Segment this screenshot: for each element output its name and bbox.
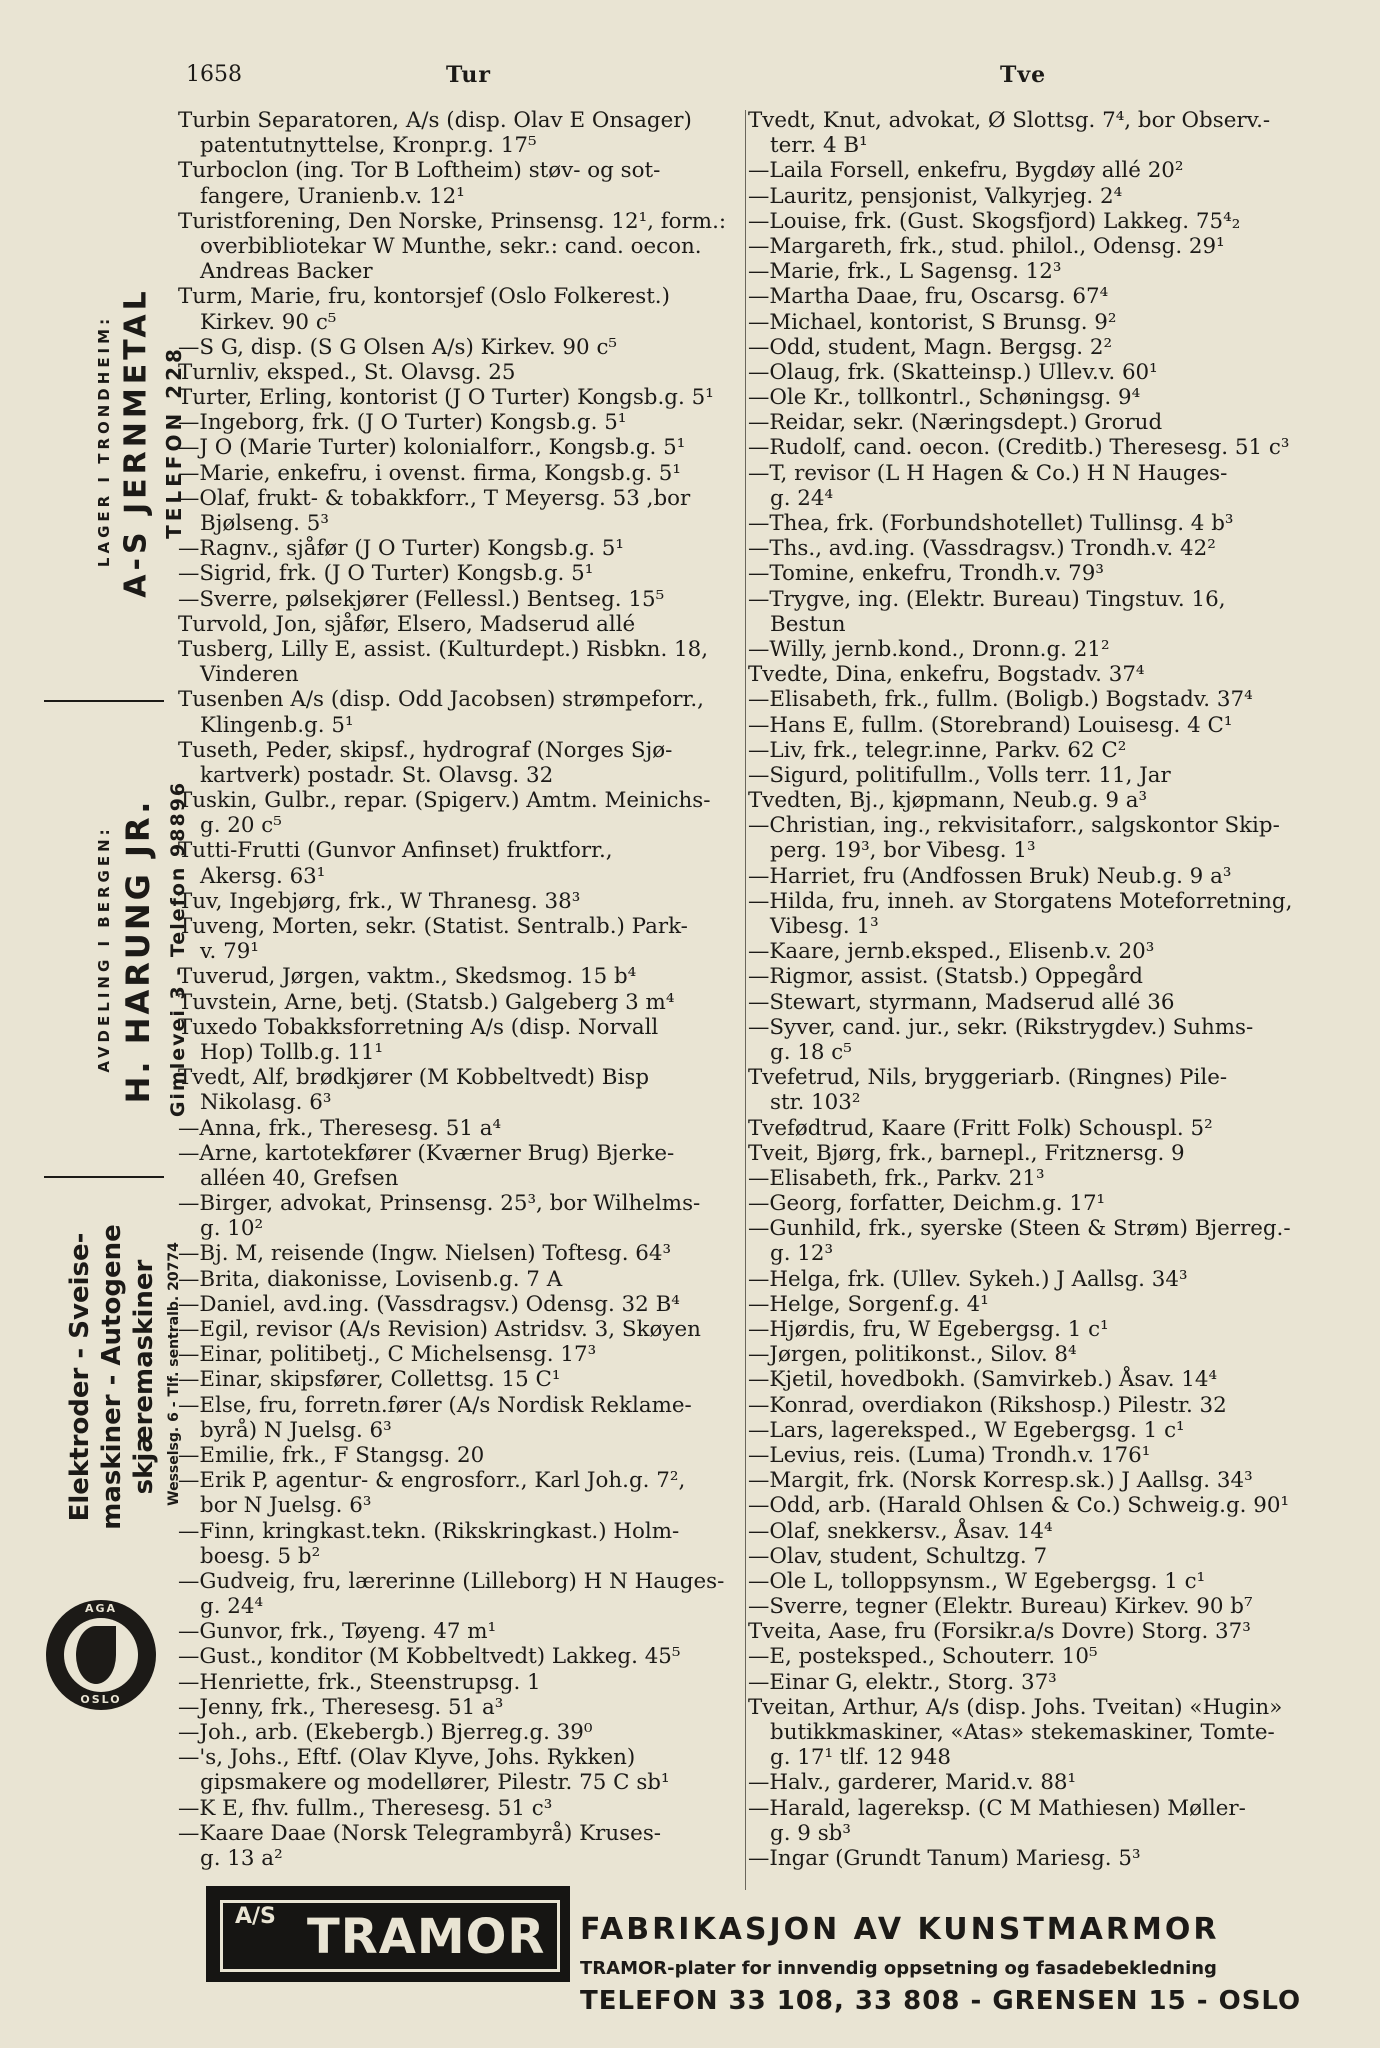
directory-entry-line: —Gust., konditor (M Kobbeltvedt) Lakkeg. 45⁵ [178, 1644, 681, 1670]
ad-jernmetal-line1: LAGER I TRONDHEIM: [95, 314, 113, 568]
directory-entry-line: —Michael, kontorist, S Brunsg. 9² [748, 309, 1117, 335]
directory-entry-line: —Odd, arb. (Harald Ohlsen & Co.) Schweig.g. 90¹ [748, 1493, 1290, 1519]
directory-entry-line: —Arne, kartotekfører (Kværner Brug) Bjerke- [178, 1140, 675, 1166]
directory-entry-line: —Kaare Daae (Norsk Telegrambyrå) Kruses- [178, 1820, 662, 1846]
ad-aga-line3: skjæremaskiner [129, 1259, 159, 1495]
directory-entry-line: —Hilda, fru, inneh. av Storgatens Moteforretning, [748, 888, 1293, 914]
directory-entry-line: —Trygve, ing. (Elektr. Bureau) Tingstuv. 16, [748, 586, 1226, 612]
ad-harung-line1: AVDELING I BERGEN: [95, 825, 113, 1073]
directory-entry-line: —Kjetil, hovedbokh. (Samvirkeb.) Åsav. 14⁴ [748, 1367, 1218, 1393]
ad-harung [44, 760, 189, 1140]
directory-entry-line: terr. 4 B¹ [770, 133, 868, 159]
directory-entry-line: —Ingar (Grundt Tanum) Mariesg. 5³ [748, 1845, 1141, 1871]
directory-entry-line: —Gudveig, fru, lærerinne (Lilleborg) H N Hauges- [178, 1568, 725, 1594]
directory-entry-line: byrå) N Juelsg. 6³ [200, 1417, 392, 1443]
directory-entry-line: —Martha Daae, fru, Oscarsg. 67⁴ [748, 284, 1109, 310]
directory-entry-line: Tveit, Bjørg, frk., barnepl., Fritznersg. 9 [748, 1140, 1185, 1166]
directory-entry-line: —Odd, student, Magn. Bergsg. 2² [748, 334, 1113, 360]
directory-entry-line: Tveita, Aase, fru (Forsikr.a/s Dovre) Storg. 37³ [748, 1619, 1251, 1645]
directory-entry-line: Tusberg, Lilly E, assist. (Kulturdept.) Risbkn. 18, [178, 636, 709, 662]
directory-entry-line: —Ths., avd.ing. (Vassdragsv.) Trondh.v. 42² [748, 536, 1216, 562]
directory-entry-line: Turbin Separatoren, A/s (disp. Olav E Onsager) [178, 108, 692, 133]
directory-entry-line: Tuv, Ingebjørg, frk., W Thranesg. 38³ [178, 888, 581, 914]
directory-entry-line: g. 24⁴ [200, 1594, 264, 1620]
directory-entry-line: Tvedten, Bj., kjøpmann, Neub.g. 9 a³ [748, 788, 1148, 814]
directory-entry-line: Tuveng, Morten, sekr. (Statist. Sentralb.) Park- [178, 914, 688, 939]
directory-entry-line: —Liv, frk., telegr.inne, Parkv. 62 C² [748, 737, 1127, 763]
directory-entry-line: Turm, Marie, fru, kontorsjef (Oslo Folkerest.) [178, 284, 670, 310]
directory-entry-line: Vibesg. 1³ [770, 914, 879, 939]
column-divider [745, 110, 746, 1890]
directory-entry-line: patentutnyttelse, Kronpr.g. 17⁵ [200, 133, 537, 159]
directory-entry-line: g. 10² [200, 1216, 264, 1242]
ad-harung-address: Gimlevei 3 - Telefon 98896 [167, 780, 189, 1118]
directory-entry-line: —Joh., arb. (Ekebergb.) Bjerreg.g. 39⁰ [178, 1720, 593, 1745]
ad-aga-line2: maskiner - Autogene [97, 1224, 127, 1530]
directory-entry-line: Tveitan, Arthur, A/s (disp. Johs. Tveitan) «Hugin» [748, 1694, 1283, 1720]
directory-entry-line: Vinderen [200, 662, 299, 688]
directory-entry-line: v. 79¹ [200, 939, 259, 965]
left-column [178, 108, 746, 1871]
tramor-logo-word: TRAMOR [307, 1909, 546, 1965]
directory-entry-line: —Halv., garderer, Marid.v. 88¹ [748, 1770, 1077, 1796]
directory-entry-line: —Henriette, frk., Steenstrupsg. 1 [178, 1669, 541, 1695]
bottom-ad-contact: TELEFON 33 108, 33 808 - GRENSEN 15 - OSLO [580, 1986, 1302, 2016]
bottom-ad-headline: FABRIKASJON AV KUNSTMARMOR [580, 1912, 1220, 1947]
directory-entry-line: —Bj. M, reisende (Ingw. Nielsen) Toftesg. 64³ [178, 1241, 672, 1267]
directory-entry-line: Klingenb.g. 5¹ [200, 712, 354, 738]
directory-entry-line: —J O (Marie Turter) kolonialforr., Kongsb.g. 5¹ [178, 435, 686, 461]
directory-entry-line: fangere, Uranienb.v. 12¹ [200, 183, 465, 209]
directory-entry-line: Bestun [770, 611, 846, 637]
directory-entry-line: —Gunvor, frk., Tøyeng. 47 m¹ [178, 1619, 497, 1645]
directory-entry-line: g. 17¹ tlf. 12 948 [770, 1745, 951, 1771]
directory-entry-line: —Stewart, styrmann, Madserud allé 36 [748, 989, 1175, 1015]
page-number: 1658 [186, 62, 242, 87]
directory-entry-line: Akersg. 63¹ [200, 863, 326, 889]
directory-entry-line: bor N Juelsg. 6³ [200, 1493, 372, 1519]
directory-entry-line: Hop) Tollb.g. 11¹ [200, 1039, 384, 1065]
directory-entry-line: g. 13 a² [200, 1845, 283, 1871]
directory-entry-line: Turvold, Jon, sjåfør, Elsero, Madserud allé [178, 611, 636, 637]
directory-entry-line: perg. 19³, bor Vibesg. 1³ [770, 838, 1036, 864]
directory-entry-line: —Einar G, elektr., Storg. 37³ [748, 1669, 1057, 1695]
directory-entry-line: —Sigrid, frk. (J O Turter) Kongsb.g. 5¹ [178, 561, 594, 587]
directory-entry-line: —Olav, student, Schultzg. 7 [748, 1543, 1048, 1569]
directory-entry-line: —Egil, revisor (A/s Revision) Astridsv. 3, Skøyen [178, 1317, 701, 1342]
directory-entry-line: Tusenben A/s (disp. Odd Jacobsen) strømpeforr., [178, 687, 704, 713]
directory-entry-line: —Erik P, agentur- & engrosforr., Karl Joh.g. 7², [178, 1468, 686, 1494]
directory-entry-line: boesg. 5 b² [200, 1543, 321, 1569]
directory-entry-line: alléen 40, Grefsen [200, 1165, 399, 1191]
directory-entry-line: —Lars, lagereksped., W Egebergsg. 1 c¹ [748, 1417, 1185, 1443]
directory-entry-line: Turter, Erling, kontorist (J O Turter) Kongsb.g. 5¹ [178, 385, 714, 411]
aga-logo-swirl-icon [76, 1626, 116, 1684]
right-guide-word: Tve [1000, 62, 1047, 88]
ad-jernmetal-phone: TELEFON 228 [162, 345, 186, 539]
directory-entry-line: —Daniel, avd.ing. (Vassdragsv.) Odensg. 32 B⁴ [178, 1291, 680, 1317]
directory-entry-line: —Ole L, tolloppsynsm., W Egebergsg. 1 c¹ [748, 1568, 1206, 1594]
directory-entry-line: Tuverud, Jørgen, vaktm., Skedsmog. 15 b⁴ [178, 964, 637, 990]
directory-entry-line: —Louise, frk. (Gust. Skogsfjord) Lakkeg. 75⁴₂ [748, 208, 1241, 234]
directory-entry-line: —Rudolf, cand. oecon. (Creditb.) Theresesg. 51 c³ [748, 435, 1290, 461]
aga-logo [46, 1600, 156, 1710]
bottom-ad-subline: TRAMOR-plater for innvendig oppsetning og fasadebekledning [580, 1958, 1217, 1979]
directory-entry-line: —Georg, forfatter, Deichm.g. 17¹ [748, 1191, 1106, 1217]
directory-entry-line: g. 20 c⁵ [200, 813, 282, 839]
directory-entry-line: Tuvstein, Arne, betj. (Statsb.) Galgeberg 3 m⁴ [178, 989, 675, 1015]
directory-entry-line: —Helge, Sorgenf.g. 4¹ [748, 1291, 989, 1317]
ad-jernmetal [44, 270, 186, 630]
directory-entry-line: —Syver, cand. jur., sekr. (Rikstrygdev.) Suhms- [748, 1014, 1254, 1040]
directory-entry-line: —Laila Forsell, enkefru, Bygdøy allé 20² [748, 158, 1184, 184]
directory-entry-line: Tvefødtrud, Kaare (Fritt Folk) Schouspl. 5² [748, 1115, 1213, 1141]
directory-entry-line: —Marie, frk., L Sagensg. 12³ [748, 259, 1062, 285]
directory-entry-line: —Thea, frk. (Forbundshotellet) Tullinsg. 4 b³ [748, 511, 1234, 536]
directory-entry-line: —Gunhild, frk., syerske (Steen & Strøm) Bjerreg.- [748, 1216, 1291, 1242]
directory-entry-line: —Reidar, sekr. (Næringsdept.) Grorud [748, 410, 1163, 436]
directory-entry-line: —Willy, jernb.kond., Dronn.g. 21² [748, 636, 1110, 662]
directory-entry-line: —Ole Kr., tollkontrl., Schøningsg. 9⁴ [748, 385, 1141, 411]
aga-logo-bottom: OSLO [80, 1693, 122, 1706]
directory-entry-line: —S G, disp. (S G Olsen A/s) Kirkev. 90 c⁵ [178, 334, 618, 360]
directory-entry-line: Tvedte, Dina, enkefru, Bogstadv. 37⁴ [748, 662, 1145, 688]
directory-entry-line: Tuskin, Gulbr., repar. (Spigerv.) Amtm. Meinichs- [178, 788, 711, 814]
directory-entry-line: Tuseth, Peder, skipsf., hydrograf (Norges Sjø- [178, 737, 673, 763]
directory-entry-line: —Anna, frk., Theresesg. 51 a⁴ [178, 1115, 502, 1141]
directory-entry-line: —Olaf, frukt- & tobakkforr., T Meyersg. 53 ,bor [178, 485, 691, 511]
directory-entry-line: —Sverre, tegner (Elektr. Bureau) Kirkev. 90 b⁷ [748, 1594, 1253, 1620]
directory-entry-line: —Kaare, jernb.eksped., Elisenb.v. 20³ [748, 939, 1155, 965]
directory-entry-line: —Jenny, frk., Theresesg. 51 a³ [178, 1694, 504, 1720]
directory-entry-line: g. 12³ [770, 1241, 834, 1267]
directory-entry-line: kartverk) postadr. St. Olavsg. 32 [200, 762, 554, 788]
ad-aga [30, 1190, 182, 1620]
directory-entry-line: —Einar, politibetj., C Michelsensg. 17³ [178, 1342, 597, 1368]
directory-entry-line: —K E, fhv. fullm., Theresesg. 51 c³ [178, 1795, 553, 1821]
directory-entry-line: —Emilie, frk., F Stangsg. 20 [178, 1442, 485, 1468]
directory-entry-line: —Christian, ing., rekvisitaforr., salgskontor Skip- [748, 813, 1280, 839]
directory-entry-line: —Jørgen, politikonst., Silov. 8⁴ [748, 1342, 1077, 1368]
directory-entry-line: Tvefetrud, Nils, bryggeriarb. (Ringnes) Pile- [748, 1065, 1228, 1091]
directory-entry-line: —Harriet, fru (Andfossen Bruk) Neub.g. 9 a³ [748, 863, 1232, 889]
directory-entry-line: Tuxedo Tobakksforretning A/s (disp. Norvall [178, 1014, 659, 1040]
directory-entry-line: Tutti-Frutti (Gunvor Anfinset) fruktforr., [178, 838, 613, 864]
ad-jernmetal-name: A-S JERNMETAL [118, 287, 154, 598]
directory-entry-line: Tvedt, Alf, brødkjører (M Kobbeltvedt) Bisp [178, 1065, 650, 1091]
ad-aga-address: Wesselsg. 6 - Tlf. sentralb. 20774 [166, 1242, 182, 1506]
ad-harung-name: H. HARUNG JR. [119, 798, 157, 1104]
tramor-logo [206, 1886, 570, 1982]
directory-entry-line: str. 103² [770, 1090, 861, 1116]
directory-entry-line: —Konrad, overdiakon (Rikshosp.) Pilestr. 32 [748, 1392, 1227, 1418]
directory-entry-line: —Einar, skipsfører, Collettsg. 15 C¹ [178, 1367, 561, 1393]
directory-entry-line: —Margit, frk. (Norsk Korresp.sk.) J Aallsg. 34³ [748, 1468, 1253, 1494]
directory-entry-line: Nikolasg. 6³ [200, 1090, 332, 1116]
directory-entry-line: —Elisabeth, frk., Parkv. 21³ [748, 1165, 1045, 1191]
directory-entry-line: —Else, fru, forretn.fører (A/s Nordisk Reklame- [178, 1392, 692, 1418]
directory-entry-line: —Marie, enkefru, i ovenst. firma, Kongsb.g. 5¹ [178, 460, 681, 486]
directory-entry-line: —Olaug, frk. (Skatteinsp.) Ullev.v. 60¹ [748, 359, 1158, 385]
directory-entry-line: —Sigurd, politifullm., Volls terr. 11, Jar [748, 762, 1171, 788]
aga-logo-top: AGA [84, 1602, 118, 1615]
directory-entry-line: Turnliv, eksped., St. Olavsg. 25 [178, 359, 516, 385]
directory-entry-line: —Elisabeth, frk., fullm. (Boligb.) Bogstadv. 37⁴ [748, 687, 1253, 713]
directory-entry-line: g. 9 sb³ [770, 1820, 851, 1846]
directory-entry-line: Kirkev. 90 c⁵ [200, 309, 337, 335]
directory-entry-line: overbibliotekar W Munthe, sekr.: cand. oecon. [200, 233, 702, 259]
directory-entry-line: butikkmaskiner, «Atas» stekemaskiner, Tomte- [770, 1720, 1275, 1745]
directory-entry-line: —E, posteksped., Schouterr. 10⁵ [748, 1644, 1098, 1670]
directory-entry-line: —'s, Johs., Eftf. (Olav Klyve, Johs. Rykken) [178, 1745, 636, 1771]
directory-entry-line: —Margareth, frk., stud. philol., Odensg. 29¹ [748, 233, 1225, 259]
directory-entry-line: —T, revisor (L H Hagen & Co.) H N Hauges- [748, 460, 1228, 486]
directory-entry-line: —Olaf, snekkersv., Åsav. 14⁴ [748, 1518, 1053, 1544]
directory-entry-line: Bjølseng. 5³ [200, 511, 329, 536]
directory-entry-line: —Rigmor, assist. (Statsb.) Oppegård [748, 964, 1143, 990]
directory-entry-line: —Brita, diakonisse, Lovisenb.g. 7 A [178, 1266, 563, 1292]
tramor-logo-prefix: A/S [235, 1904, 276, 1929]
directory-entry-line: —Hjørdis, fru, W Egebergsg. 1 c¹ [748, 1317, 1109, 1342]
directory-entry-line: g. 24⁴ [770, 485, 834, 511]
directory-entry-line: Turboclon (ing. Tor B Loftheim) støv- og sot- [178, 158, 661, 184]
directory-entry-line: —Sverre, pølsekjører (Fellessl.) Bentseg. 15⁵ [178, 586, 665, 612]
left-guide-word: Tur [446, 62, 491, 88]
directory-entry-line: —Harald, lagereksp. (C M Mathiesen) Møller- [748, 1795, 1246, 1821]
directory-entry-line: —Hans E, fullm. (Storebrand) Louisesg. 4 C¹ [748, 712, 1233, 738]
tramor-logo-frame [220, 1900, 560, 1972]
directory-entry-line: —Helga, frk. (Ullev. Sykeh.) J Aallsg. 34³ [748, 1266, 1188, 1292]
directory-entry-line: —Levius, reis. (Luma) Trondh.v. 176¹ [748, 1442, 1151, 1468]
directory-entry-line: —Lauritz, pensjonist, Valkyrjeg. 2⁴ [748, 183, 1123, 209]
directory-entry-line: —Ragnv., sjåfør (J O Turter) Kongsb.g. 5¹ [178, 536, 624, 562]
right-column [748, 108, 1318, 1871]
directory-entry-line: Turistforening, Den Norske, Prinsensg. 12¹, form.: [178, 208, 727, 234]
directory-entry-line: Andreas Backer [200, 259, 373, 285]
directory-entry-line: —Finn, kringkast.tekn. (Rikskringkast.) Holm- [178, 1518, 680, 1544]
directory-entry-line: g. 18 c⁵ [770, 1039, 852, 1065]
directory-entry-line: —Tomine, enkefru, Trondh.v. 79³ [748, 561, 1104, 587]
directory-entry-line: —Birger, advokat, Prinsensg. 25³, bor Wilhelms- [178, 1191, 701, 1217]
ad-aga-line1: Elektroder - Sveise- [65, 1232, 95, 1522]
directory-entry-line: Tvedt, Knut, advokat, Ø Slottsg. 7⁴, bor Observ.- [748, 108, 1271, 133]
directory-entry-line: gipsmakere og modellører, Pilestr. 75 C sb¹ [200, 1770, 670, 1796]
directory-entry-line: —Ingeborg, frk. (J O Turter) Kongsb.g. 5¹ [178, 410, 627, 436]
